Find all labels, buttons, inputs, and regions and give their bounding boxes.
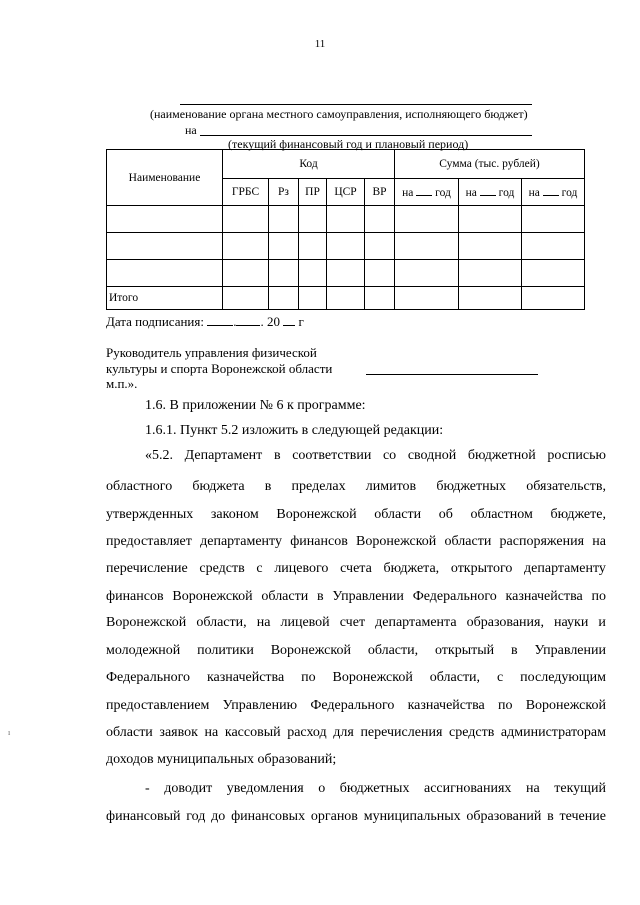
date-label: Дата подписания: (106, 314, 204, 329)
header-code: Код (223, 150, 395, 179)
body-line: предоставляет департаменту финансов Воронежской области распоряжения на (106, 534, 606, 549)
body-line: доходов муниципальных образований; (106, 752, 337, 767)
body-line: Федерального казначейства по Воронежской области, с последующим (106, 670, 606, 685)
period-line (200, 135, 532, 136)
paragraph-1-6-1: 1.6.1. Пункт 5.2 изложить в следующей редакции: (145, 423, 444, 438)
body-line: финансовый год до финансовых органов муниципальных образований в течение (106, 809, 606, 824)
header-year-2: на год (459, 179, 522, 206)
stamp-place: м.п.». (106, 376, 138, 391)
budget-table (106, 149, 585, 310)
body-line: перечисление средств с лицевого счета бюджета, открытого департаменту (106, 561, 606, 576)
table-row (107, 206, 585, 233)
margin-mark: ı (8, 728, 11, 737)
header-pr: ПР (299, 179, 327, 206)
header-name: Наименование (107, 150, 223, 206)
body-line: Воронежской области, на лицевой счет департамента образования, науки и (106, 615, 606, 630)
total-row (107, 287, 585, 310)
body-line: утвержденных законом Воронежской области об областном бюджете, (106, 507, 606, 522)
paragraph-1-6: 1.6. В приложении № 6 к программе: (145, 398, 366, 413)
page-number: 11 (314, 38, 326, 50)
header-grbs: ГРБС (223, 179, 269, 206)
body-line: областного бюджета в пределах лимитов бюджетных обязательств, (106, 479, 606, 494)
header-csr: ЦСР (327, 179, 365, 206)
table-row (107, 233, 585, 260)
header-vr: ВР (365, 179, 395, 206)
header-year-1: на год (395, 179, 459, 206)
body-line: «5.2. Департамент в соответствии со сводной бюджетной росписью (145, 448, 606, 463)
body-line: области заявок на кассовый расход для перечисления средств администраторам (106, 725, 606, 740)
signer-title-2: культуры и спорта Воронежской области (106, 361, 333, 376)
body-line: молодежной политики Воронежской области, открытый в Управлении (106, 643, 606, 658)
signature-line (366, 374, 538, 375)
period-caption: (текущий финансовый год и плановый период) (228, 137, 469, 151)
body-line: - доводит уведомления о бюджетных ассигнованиях на текущий (145, 781, 606, 796)
total-label: Итого (107, 287, 223, 310)
header-year-3: на год (522, 179, 585, 206)
org-name-line (180, 104, 532, 105)
na-label: на (185, 123, 197, 137)
body-line: финансов Воронежской области в Управлении Федерального казначейства по (106, 589, 606, 604)
table-row (107, 260, 585, 287)
org-caption: (наименование органа местного самоуправления, исполняющего бюджет) (150, 107, 528, 121)
header-sum: Сумма (тыс. рублей) (395, 150, 585, 179)
body-line: предоставлением Управлению Федерального казначейства по Воронежской (106, 698, 606, 713)
signer-title-1: Руководитель управления физической (106, 345, 317, 360)
signing-date: Дата подписания: . . 20 г (106, 314, 304, 329)
header-rz: Рз (269, 179, 299, 206)
